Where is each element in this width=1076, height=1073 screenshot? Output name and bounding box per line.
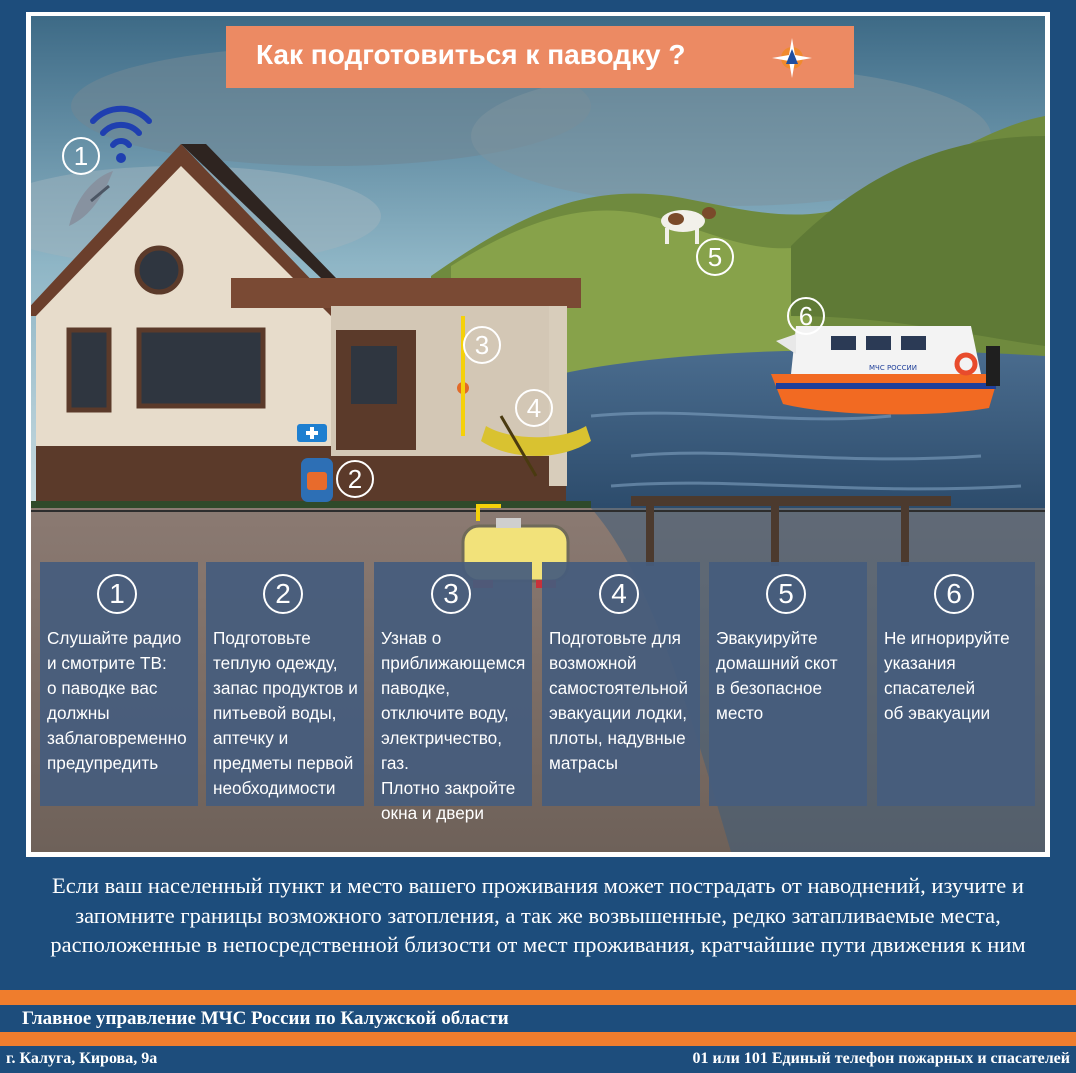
organization-name: Главное управление МЧС России по Калужской области <box>22 1008 509 1029</box>
card-text: Слушайте радио и смотрите ТВ: о паводке вас должны заблаговременно предупредить <box>47 628 187 773</box>
card-number: 3 <box>431 574 471 614</box>
backpack-icon <box>301 458 333 502</box>
card-3 <box>374 562 532 823</box>
marker-5: 5 <box>696 238 734 276</box>
marker-3: 3 <box>463 326 501 364</box>
gas-valve-icon <box>457 382 469 394</box>
marker-1: 1 <box>62 137 100 175</box>
card-number: 1 <box>97 574 137 614</box>
address: г. Калуга, Кирова, 9а <box>6 1050 158 1067</box>
page-title: Как подготовиться к паводку ? <box>256 39 686 70</box>
info-paragraph: Если ваш населенный пункт и место вашего проживания может пострадать от наводнений, изучите и запомните границы возможного затопления, а так же возвышенные, редко затапливаемые места, расположенные в непосредственной близости от мест проживания, кратчайшие пути движения к ним <box>50 873 1026 957</box>
card-5 <box>709 562 867 806</box>
orange-stripe <box>0 990 1076 1005</box>
flood-scene <box>31 16 1045 852</box>
card-number: 5 <box>766 574 806 614</box>
card-text: Подготовьте для возможной самостоятельной эвакуации лодки, плоты, надувные матрасы <box>549 628 688 773</box>
emergency-emblem-icon <box>772 38 812 78</box>
emergency-phone: 01 или 101 Единый телефон пожарных и спасателей <box>692 1050 1070 1067</box>
card-text: Эвакуируйте домашний скот в безопасное место <box>716 628 838 723</box>
boat-label: МЧС РОССИИ <box>869 364 917 372</box>
card-6 <box>877 562 1035 806</box>
first-aid-kit-icon <box>297 424 327 442</box>
card-2 <box>206 562 364 806</box>
marker-6: 6 <box>787 297 825 335</box>
card-1 <box>40 562 198 806</box>
card-number: 4 <box>599 574 639 614</box>
card-4 <box>542 562 700 806</box>
card-number: 6 <box>934 574 974 614</box>
card-text: Не игнорируйте указания спасателей об эвакуации <box>884 628 1010 723</box>
orange-stripe <box>0 1032 1076 1046</box>
title-banner <box>226 26 854 88</box>
card-text: Подготовьте теплую одежду, запас продуктов и питьевой воды, аптечку и предметы первой необходимости <box>213 628 358 798</box>
card-text: Узнав о приближающемся паводке, отключите воду, электричество, газ. Плотно закройте окна и двери <box>381 628 526 823</box>
card-number: 2 <box>263 574 303 614</box>
marker-4: 4 <box>515 389 553 427</box>
marker-2: 2 <box>336 460 374 498</box>
